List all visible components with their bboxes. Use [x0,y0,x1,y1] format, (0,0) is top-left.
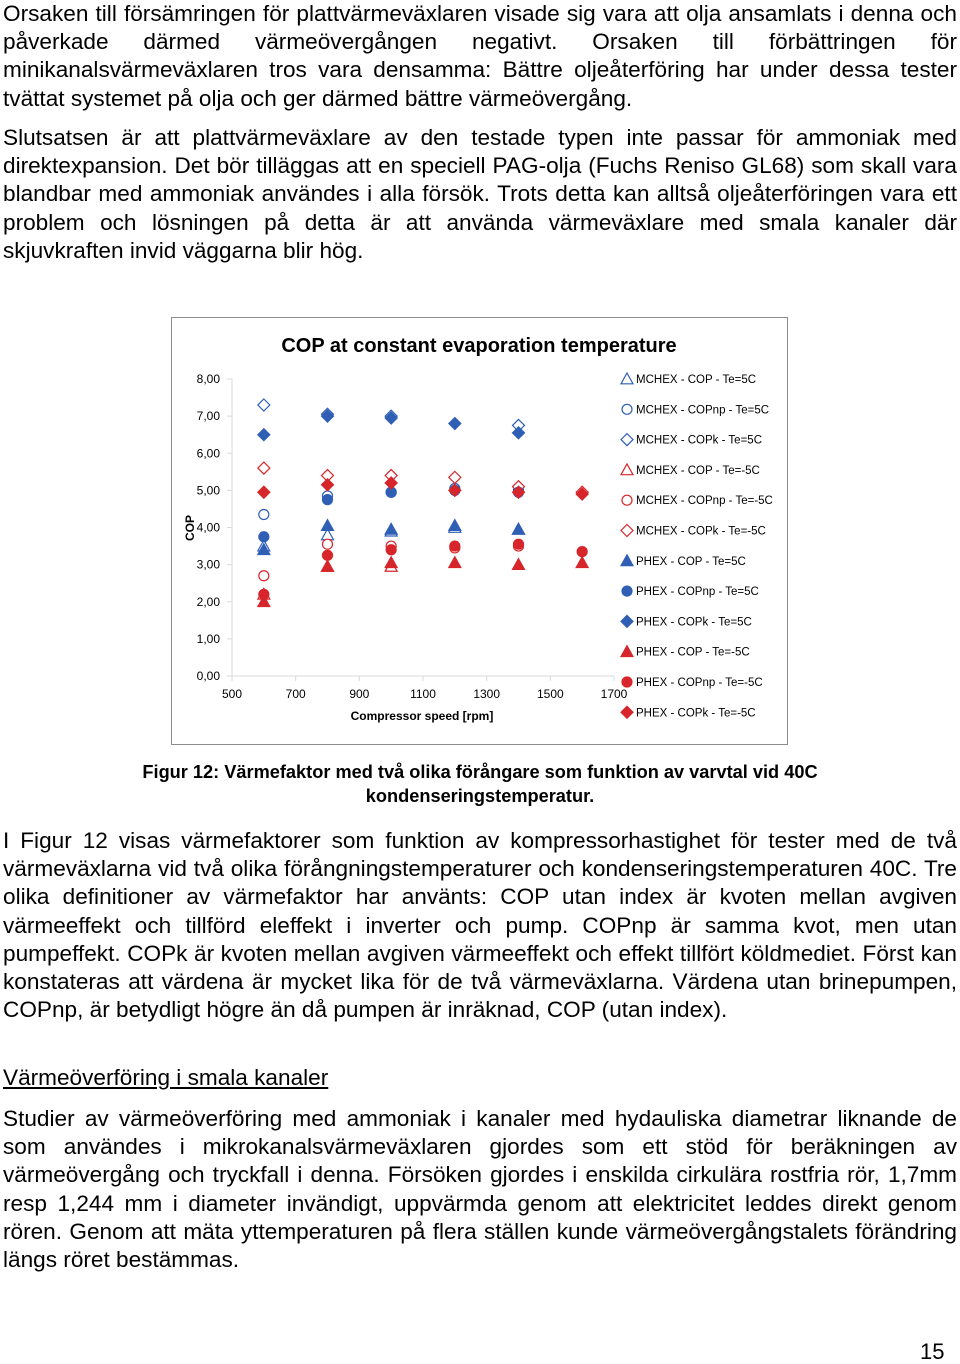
legend-label: PHEX - COPnp - Te=5C [636,586,759,599]
data-point [513,559,525,570]
data-point [449,557,461,568]
x-axis-label: Compressor speed [rpm] [350,709,494,723]
legend-marker [622,677,632,687]
data-point [323,539,333,549]
legend-marker [622,495,632,505]
legend-marker [621,555,633,566]
x-tick-label: 500 [221,687,243,701]
data-point [385,523,397,534]
chart-title: COP at constant evaporation temperature [281,335,677,357]
cop-chart [171,317,788,745]
x-tick-label: 1300 [473,687,501,701]
legend-marker [621,434,633,446]
y-tick-label: 5,00 [196,483,220,498]
data-point [450,541,460,551]
legend-label: MCHEX - COPnp - Te=5C [636,404,770,417]
paragraph-intro: Orsaken till försämringen för plattvärmeväxlaren visade sig vara att olja ansamlats i denna och påverkade därmed värmeövergången negativt. Orsaken till förbättringen för minikanalsvärmeväxlaren tros vara densamma: Bättre oljeåterföring har under dessa tester tvättat systemet på olja och ger därmed bättre värmeövergång. [3,1,957,111]
legend-label: MCHEX - COPnp - Te=-5C [636,495,773,508]
data-point [449,418,461,430]
paragraph-heat-transfer: Studier av värmeöverföring med ammoniak i kanaler med hydauliska diametrar liknande de som användes i mikrokanalsvärmeväxlaren gjordes som ett stöd för beräkningen av värmeövergång och tryckfall i denna. Försöken gjordes i enskilda cirkulära rostfria rör, 1,7mm resp 1,244 mm i diameter invändigt, uppvärmda genom att elektricitet leddes direkt genom rören. Genom att mäta yttemperaturen på flera ställen kunde värmeövergångstalets förändring längs röret bestämmas. [3,1106,957,1273]
y-axis-label: COP [183,514,197,542]
data-point [322,560,334,571]
data-point [323,495,333,505]
data-point [258,429,270,441]
data-point [259,571,269,581]
data-point [322,479,334,491]
legend-label: MCHEX - COPk - Te=5C [636,434,762,447]
data-point [513,523,525,534]
y-tick-label: 2,00 [196,594,220,609]
x-tick-label: 700 [285,687,306,701]
legend-marker [622,404,632,414]
y-tick-label: 0,00 [196,669,220,683]
data-point [258,462,270,474]
legend-label: PHEX - COPnp - Te=-5C [636,677,763,689]
legend-label: MCHEX - COP - Te=5C [636,374,757,386]
x-tick-label: 900 [349,687,370,701]
y-tick-label: 7,00 [196,409,220,424]
y-tick-label: 1,00 [196,631,220,646]
legend-marker [621,706,633,718]
data-point [323,550,333,560]
section-heading: Värmeöverföring i smala kanaler [3,1065,329,1090]
paragraph-conclusion: Slutsatsen är att plattvärmeväxlare av den testade typen inte passar för ammoniak med direktexpansion. Det bör tilläggas att en speciell PAG-olja (Fuchs Reniso GL68) som skall vara blandbar med ammoniak användes i alla försök. Trots detta kan alltså oljeåterföringen vara ett problem och lösningen på detta är att använda värmeväxlare med smala kanaler där skjuvkraften invid väggarna blir hög. [3,125,957,263]
data-point [258,486,270,498]
x-tick-label: 1500 [536,687,564,701]
page-number: 15 [920,1339,945,1364]
data-point [449,471,461,483]
data-point [577,547,587,557]
data-point [449,520,461,531]
data-point [385,557,397,568]
paragraph-figure-discussion: I Figur 12 visas värmefaktorer som funktion av kompressorhastighet för tester med de två värmeväxlarna vid två olika förångningstemperaturer och kondenseringstemperaturen 40C. Tre olika definitioner av värmefaktor har använts: COP utan index är kvoten mellan avgiven värmeeffekt och tillförd eleffekt i inverter och pump. COPnp är samma kvot, men utan pumpeffekt. COPk är kvoten mellan avgiven värmeeffekt och effekt tillfört köldmediet. Först kan konstateras att värdena är mycket lika för de två värmeväxlarna. Värdena utan brinepumpen, COPnp, är betydligt högre än då pumpen är inräknad, COP (utan index). [3,828,957,1023]
legend-label: PHEX - COPk - Te=-5C [636,707,756,720]
legend-marker [621,646,633,657]
data-point [386,545,396,555]
data-point [259,510,269,520]
chart-canvas [172,318,787,744]
legend-marker [621,373,633,384]
legend-label: MCHEX - COP - Te=-5C [636,464,760,477]
y-tick-label: 6,00 [196,446,220,461]
legend-marker [621,615,633,627]
legend-label: MCHEX - COPk - Te=-5C [636,525,766,538]
data-point [322,520,334,531]
data-point [385,477,397,489]
legend-label: PHEX - COP - Te=5C [636,555,746,568]
legend-marker [621,464,633,475]
data-point [514,539,524,549]
y-tick-label: 8,00 [196,372,220,386]
legend-marker [621,525,633,537]
data-point [258,399,270,411]
legend-marker [622,586,632,596]
chart-points [258,399,588,607]
data-point [259,532,269,542]
data-point [576,557,588,568]
data-point [259,589,269,599]
y-tick-label: 4,00 [196,520,220,535]
legend-label: PHEX - COP - Te=-5C [636,646,750,659]
chart-legend [621,373,773,719]
figure-caption: Figur 12: Värmefaktor med två olika förångare som funktion av varvtal vid 40C kondenseringstemperatur. [142,762,818,806]
legend-label: PHEX - COPk - Te=5C [636,616,752,629]
x-tick-label: 1700 [600,687,628,701]
data-point [513,427,525,439]
x-tick-label: 1100 [410,687,436,701]
y-tick-label: 3,00 [196,557,220,572]
